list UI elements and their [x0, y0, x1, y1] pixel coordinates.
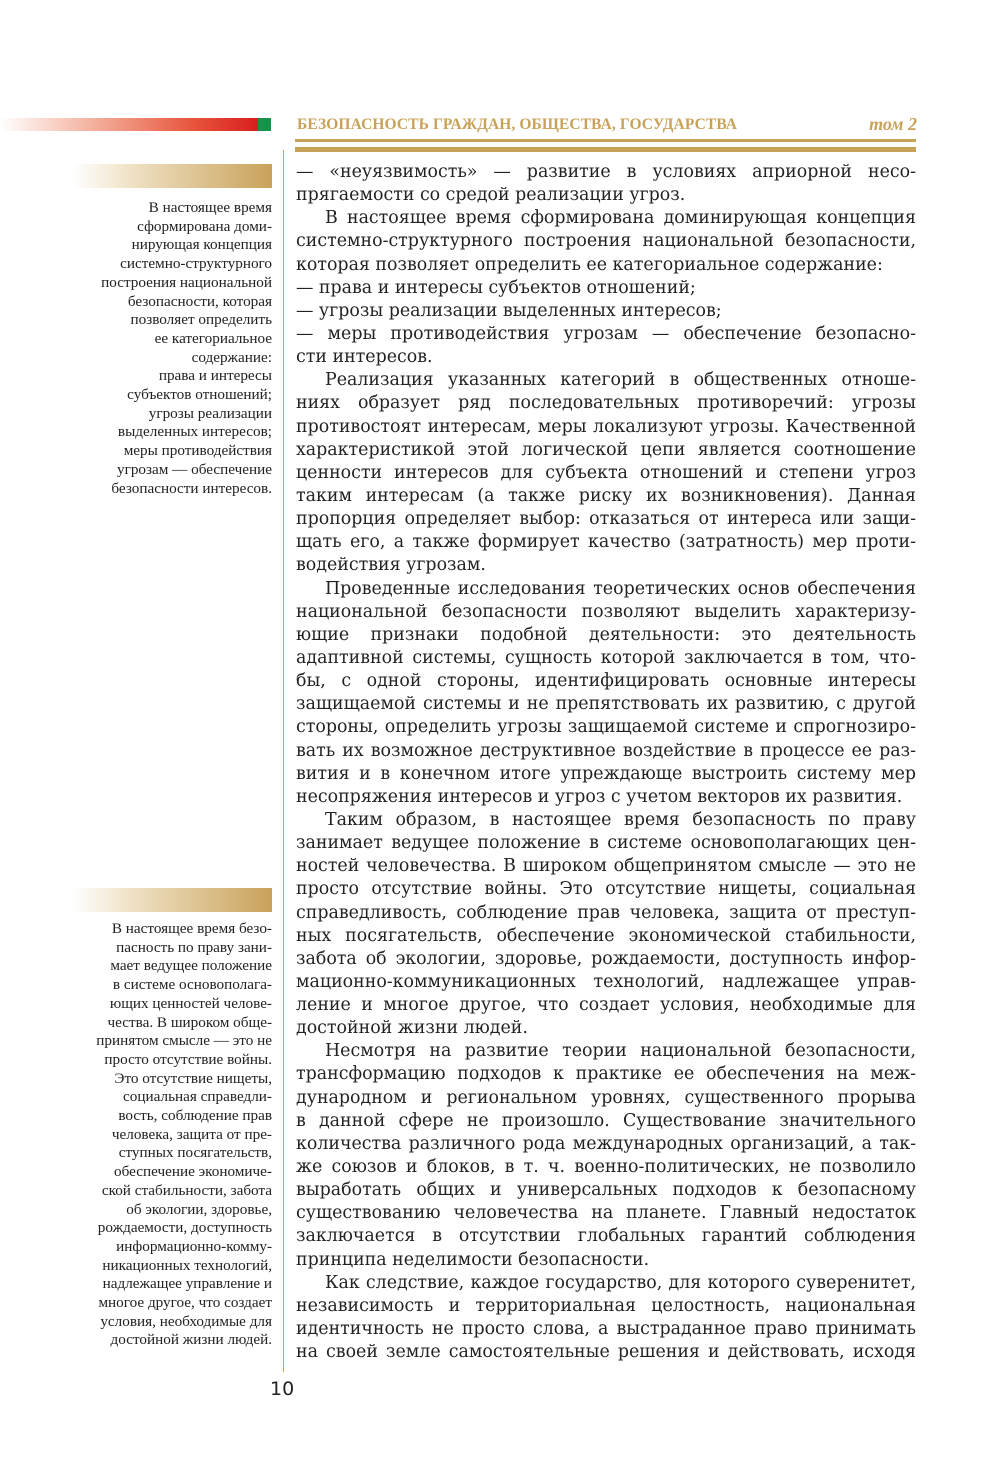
body-line: мационно-коммуникационных технологий, надлежащее управ- [296, 971, 916, 992]
body-line: прягаемости со средой реализации угроз. [296, 185, 686, 206]
running-head-volume: том 2 [869, 114, 917, 134]
sidebar-note-line: информационно-комму- [116, 1237, 272, 1255]
header-green-marker [258, 118, 271, 131]
sidebar-note-line: безопасности интересов. [111, 479, 272, 497]
body-line: существованию человечества на планете. Главный недостаток [296, 1203, 916, 1224]
sidebar-note-line: об экологии, здоровье, [126, 1200, 272, 1218]
sidebar-note-line: обеспечение экономиче- [114, 1163, 272, 1181]
body-line: справедливость, соблюдение прав человека, защита от преступ- [296, 902, 916, 923]
sidebar-note-line: вость, соблюдение прав [118, 1107, 272, 1125]
body-line: которая позволяет определить ее категориальное содержание: [296, 254, 883, 275]
sidebar-note-line: чества. В широком обще- [107, 1013, 272, 1031]
sidebar-note-line: выделенных интересов; [117, 423, 272, 441]
sidebar-note-line: социальная справедли- [123, 1088, 272, 1106]
body-line: забота об экологии, здоровье, рождаемости, доступность инфор- [296, 948, 916, 969]
body-line: Реализация указанных категорий в общественных отноше- [325, 370, 916, 391]
sidebar-note-line: сформирована доми- [137, 217, 272, 235]
body-line: сти интересов. [296, 347, 433, 368]
sidebar-note [62, 920, 272, 1350]
body-line: ных посягательств, обеспечение экономической стабильности, [296, 925, 916, 946]
running-head [297, 114, 917, 138]
sidebar-note-line: просто отсутствие войны. [104, 1050, 272, 1068]
sidebar-note [62, 199, 272, 498]
body-line: вать их возможное деструктивное воздействие в процессе ее раз- [296, 740, 916, 761]
sidebar-note-line: угрозы реализации [148, 404, 272, 422]
body-line: — меры противодействия угрозам — обеспечение безопасно- [296, 323, 916, 344]
body-line: принципа неделимости безопасности. [296, 1249, 650, 1270]
header-rule-thin [295, 139, 916, 142]
body-line: Проведенные исследования теоретических основ обеспечения [325, 578, 916, 599]
body-line: щать его, а также формирует качество (затратность) мер проти- [296, 532, 916, 553]
sidebar-note-bar [72, 888, 272, 912]
body-line: на своей земле самостоятельные решения и действовать, исходя [296, 1342, 916, 1363]
body-line: ление и многое другое, что создает условия, необходимые для [296, 995, 916, 1016]
sidebar-note-line: человека, защита от пре- [111, 1125, 272, 1143]
body-line: дународном и региональном уровнях, существенного прорыва [296, 1087, 916, 1108]
sidebar-note-line: В настоящее время безо- [111, 920, 272, 937]
body-line: защищаемой системы и не препятствовать их развитию, с другой [296, 694, 916, 715]
body-line: адаптивной системы, сущность которой заключается в том, что- [296, 647, 916, 668]
body-line: — угрозы реализации выделенных интересов; [296, 300, 722, 321]
header-color-stripe [0, 118, 258, 131]
body-line: национальной безопасности позволяют выделить характеризу- [296, 601, 916, 622]
sidebar-note-line: нирующая концепция [131, 236, 272, 254]
sidebar-note-line: безопасности, которая [127, 292, 272, 310]
running-head-title: БЕЗОПАСНОСТЬ ГРАЖДАН, ОБЩЕСТВА, ГОСУДАРСТВА [297, 116, 738, 133]
body-line: стороны, определить угрозы защищаемой системе и спрогнозиро- [296, 717, 916, 738]
body-line: трансформацию подходов к практике ее обеспечения на меж- [296, 1064, 916, 1085]
sidebar-note-line: субъектов отношений; [127, 386, 272, 404]
body-line: ценности интересов для субъекта отношений и степени угроз [296, 462, 916, 483]
sidebar-note-line: достойной жизни людей. [110, 1331, 272, 1349]
sidebar-note-line: надлежащее управление и [102, 1275, 272, 1293]
header-rule-thick [295, 147, 916, 152]
body-line: таким интересам (а также риску их возникновения). Данная [296, 485, 916, 506]
body-line: вития и в конечном итоге упреждающе выстроить систему мер [296, 763, 916, 784]
sidebar-note-line: рождаемости, доступность [97, 1219, 272, 1237]
page-number: 10 [270, 1378, 295, 1400]
sidebar-note-line: ской стабильности, забота [101, 1181, 272, 1199]
body-line: противостоят интересам, меры локализуют угрозы. Качественной [296, 416, 916, 437]
sidebar-note-line: принятом смысле — это не [96, 1032, 272, 1050]
column-divider [283, 150, 284, 1372]
body-line: Несмотря на развитие теории национальной безопасности, [325, 1041, 916, 1062]
sidebar-note-line: ющих ценностей челове- [109, 994, 272, 1012]
body-line: В настоящее время сформирована доминирующая концепция [325, 208, 916, 229]
sidebar-note-line: в системе основополага- [112, 976, 272, 994]
sidebar-note-line: меры противодействия [123, 442, 272, 460]
sidebar-note-line: ее категориальное [154, 329, 272, 347]
sidebar-note-line: ступных посягательств, [118, 1144, 272, 1162]
body-line: независимость и территориальная целостность, национальная [296, 1295, 916, 1316]
body-line: просто отсутствие войны. Это отсутствие нищеты, социальная [296, 879, 916, 900]
body-line: ниях образует ряд последовательных противоречий: угрозы [296, 393, 916, 414]
sidebar-note-line: никационных технологий, [102, 1256, 272, 1274]
body-line: ющие признаки подобной деятельности: это деятельность [296, 624, 916, 645]
sidebar-note-line: многое другое, что создает [98, 1294, 272, 1312]
sidebar-note-line: мает ведущее положение [110, 957, 272, 975]
body-line: в данной сфере не произошло. Существование значительного [296, 1110, 916, 1131]
body-line: пропорция определяет выбор: отказаться от интереса или защи- [296, 509, 916, 530]
sidebar-note-line: права и интересы [158, 367, 272, 385]
sidebar-note-line: пасность по праву зани- [116, 938, 272, 956]
body-line: же союзов и блоков, в т. ч. военно-политических, не позволило [296, 1157, 916, 1178]
body-line: — права и интересы субъектов отношений; [296, 277, 696, 298]
body-line: достойной жизни людей. [296, 1018, 528, 1039]
sidebar-note-line: В настоящее время [148, 199, 272, 216]
body-line: идентичность не просто слова, а выстраданное право принимать [296, 1319, 916, 1340]
body-line: характеристикой этой логической цепи является соотношение [296, 439, 916, 460]
body-line: количества различного рода международных организаций, а так- [296, 1133, 916, 1154]
body-line: Как следствие, каждое государство, для которого суверенитет, [325, 1272, 916, 1293]
sidebar-note-line: построения национальной [101, 273, 272, 291]
body-text [296, 161, 916, 1364]
body-line: заключается в отсутствии глобальных гарантий соблюдения [296, 1226, 916, 1247]
sidebar-note-line: условия, необходимые для [100, 1312, 272, 1330]
body-line: выработать общих и универсальных подходов к безопасному [296, 1180, 916, 1201]
sidebar-note-bar [72, 164, 272, 188]
sidebar-note-line: содержание: [191, 348, 272, 366]
body-line: системно-структурного построения национальной безопасности, [296, 231, 916, 252]
body-line: — «неуязвимость» — развитие в условиях априорной несо- [296, 162, 916, 182]
body-line: несопряжения интересов и угроз с учетом векторов их развития. [296, 786, 903, 807]
sidebar-note-line: позволяет определить [130, 311, 272, 329]
sidebar-note-line: системно-структурного [120, 255, 272, 273]
body-line: водействия угрозам. [296, 555, 486, 576]
body-line: бы, с одной стороны, идентифицировать основные интересы [296, 671, 916, 692]
body-line: ностей человечества. В широком общепринятом смысле — это не [296, 856, 916, 877]
body-line: занимает ведущее положение в системе основополагающих цен- [296, 833, 916, 854]
sidebar-note-line: угрозам — обеспечение [117, 460, 272, 478]
sidebar-note-line: Это отсутствие нищеты, [114, 1069, 272, 1087]
body-line: Таким образом, в настоящее время безопасность по праву [325, 809, 916, 830]
